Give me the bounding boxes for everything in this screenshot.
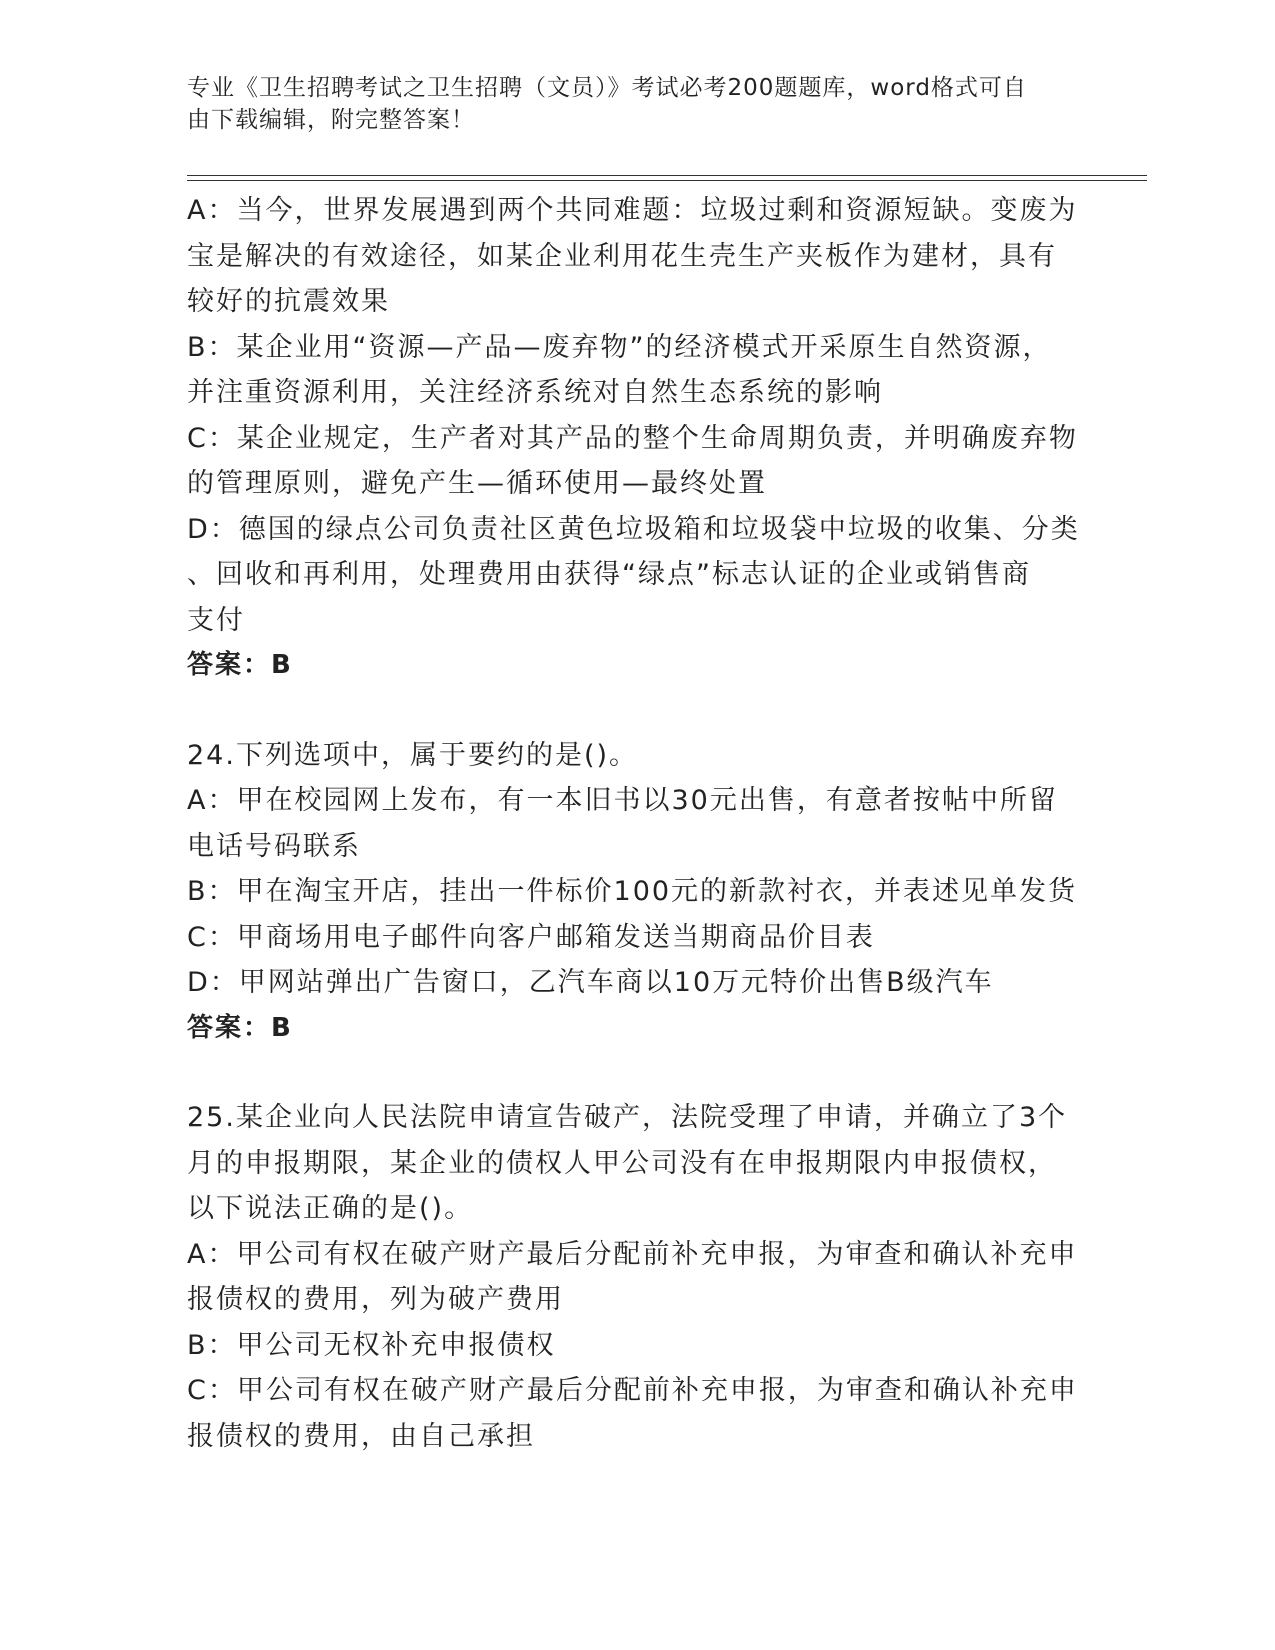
- option-c-line: C：甲商场用电子邮件向客户邮箱发送当期商品价目表: [187, 921, 875, 953]
- option-b-line: B：甲在淘宝开店，挂出一件标价100元的新款衬衣，并表述见单发货: [187, 876, 1078, 907]
- option-d-line: D：德国的绿点公司负责社区黄色垃圾箱和垃圾袋中垃圾的收集、分类: [187, 513, 1080, 545]
- option-a-line: 宝是解决的有效途径，如某企业利用花生壳生产夹板作为建材，具有: [187, 240, 1057, 272]
- option-a-line: A：甲在校园网上发布，有一本旧书以30元出售，有意者按帖中所留: [187, 785, 1058, 816]
- option-d-line: 支付: [187, 604, 245, 636]
- option-c-line: 的管理原则，避免产生—循环使用—最终处置: [187, 468, 767, 499]
- option-a-line: A：甲公司有权在破产财产最后分配前补充申报，为审查和确认补充申: [187, 1238, 1078, 1270]
- option-b-line: B：甲公司无权补充申报债权: [187, 1329, 556, 1361]
- option-b-line: 并注重资源利用，关注经济系统对自然生态系统的影响: [187, 377, 883, 408]
- option-a-line: 报债权的费用，列为破产费用: [187, 1284, 564, 1315]
- header-divider: [187, 175, 1147, 181]
- option-c-line: C：某企业规定，生产者对其产品的整个生命周期负责，并明确废弃物: [187, 422, 1078, 454]
- document-body: [187, 188, 1080, 1459]
- option-a-line: 较好的抗震效果: [187, 286, 390, 317]
- document-header: [187, 72, 1067, 136]
- option-b-line: B：某企业用“资源—产品—废弃物”的经济模式开采原生自然资源，: [187, 331, 1052, 363]
- option-a-line: 电话号码联系: [187, 830, 361, 862]
- option-c-line: 报债权的费用，由自己承担: [187, 1420, 535, 1452]
- question-block-25: [187, 1095, 1077, 1459]
- header-line: 专业《卫生招聘考试之卫生招聘（文员）》考试必考200题题库，word格式可自: [187, 75, 1027, 101]
- question-block-23: [187, 188, 1080, 689]
- option-a-line: A：当今，世界发展遇到两个共同难题：垃圾过剩和资源短缺。变废为: [187, 195, 1078, 226]
- spacer: [187, 1051, 1077, 1095]
- question-stem: 月的申报期限，某企业的债权人甲公司没有在申报期限内申报债权，: [187, 1147, 1057, 1179]
- question-stem: 以下说法正确的是()。: [187, 1193, 474, 1224]
- option-d-line: D：甲网站弹出广告窗口，乙汽车商以10万元特价出售B级汽车: [187, 967, 994, 998]
- header-line: 由下载编辑，附完整答案！: [187, 107, 475, 133]
- answer-label: 答案：B: [187, 1012, 293, 1043]
- option-d-line: 、回收和再利用，处理费用由获得“绿点”标志认证的企业或销售商: [187, 559, 1031, 590]
- question-stem: 25.某企业向人民法院申请宣告破产，法院受理了申请，并确立了3个: [187, 1102, 1068, 1133]
- question-stem: 24.下列选项中，属于要约的是()。: [187, 739, 639, 771]
- question-block-24: [187, 733, 1077, 1052]
- answer-label: 答案：B: [187, 650, 293, 680]
- spacer: [187, 689, 1077, 733]
- option-c-line: C：甲公司有权在破产财产最后分配前补充申报，为审查和确认补充申: [187, 1375, 1078, 1406]
